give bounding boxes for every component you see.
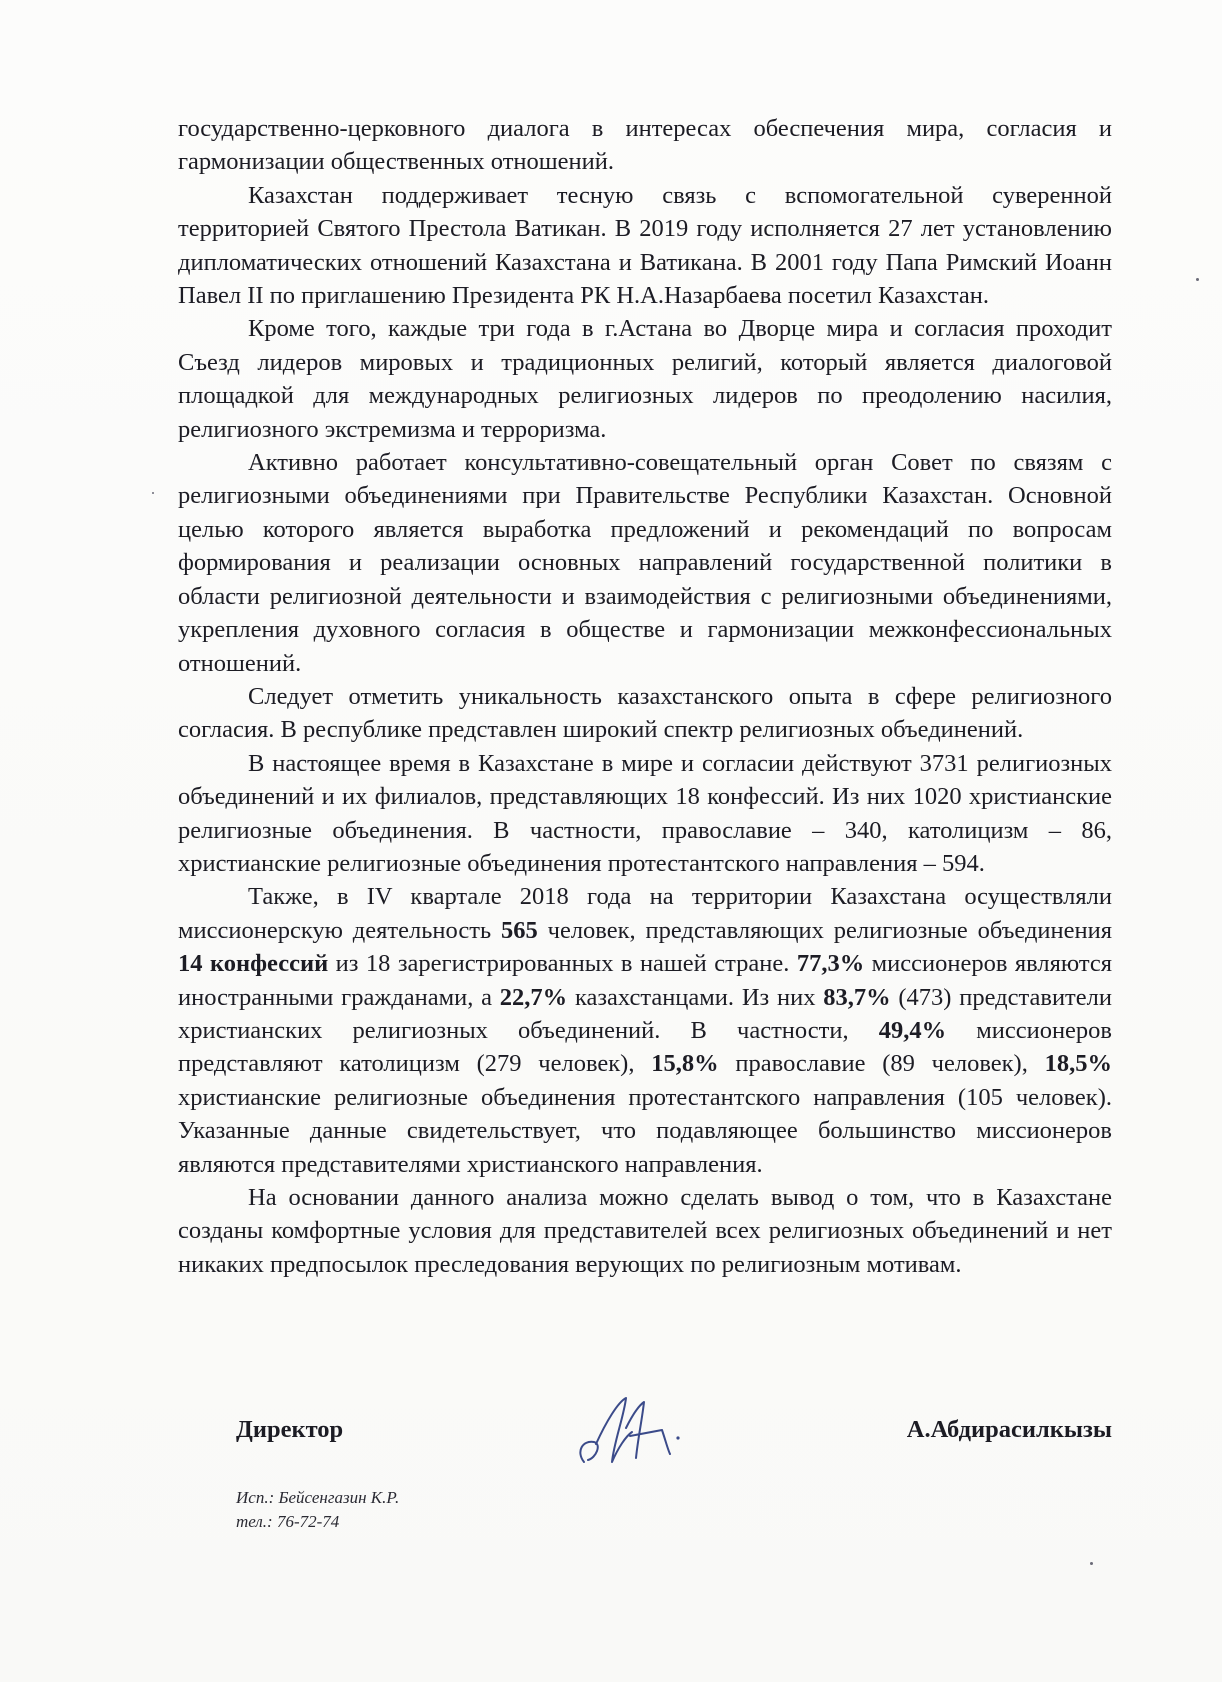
paragraph-text: миссионеров представляют католицизм (279 человек), [178, 1016, 1113, 1078]
executor-name: Исп.: Бейсенгазин К.Р. [236, 1488, 400, 1507]
paragraph-text: На основании данного анализа можно сделать вывод о том, что в Казахстане созданы комфортные условия для представителей всех религиозных объединений и нет никаких предпосылок преследования верующих по религиозным мотивам. [178, 1184, 1112, 1278]
paragraph-text: человек, представляющих религиозные объединения [537, 916, 1112, 944]
paragraph [178, 747, 1112, 881]
paragraph-text: Казахстан поддерживает тесную связь с вспомогательной суверенной территорией Святого Престола Ватикан. В 2019 году исполняется 27 лет установлению дипломатических отношений Казахстана и Ватикана. В 2001 году Папа Римский Иоанн Павел II по приглашению Президента РК Н.А.Назарбаева посетил Казахстан. [178, 181, 1112, 310]
handwritten-signature [566, 1392, 696, 1472]
executor-phone: тел.: 76-72-74 [236, 1512, 340, 1531]
signatory-title: Директор [236, 1416, 344, 1443]
bold-figure: 18,5% [1044, 1050, 1113, 1078]
paragraph-text: православие (89 человек), [718, 1050, 1045, 1078]
paragraph [178, 446, 1112, 680]
paragraph [178, 680, 1112, 747]
bold-figure: 565 [501, 916, 538, 944]
paragraph-text: Активно работает консультативно-совещательный орган Совет по связям с религиозными объединениями при Правительстве Республики Казахстан. Основной целью которого является выработка предложений и рекомендаций по вопросам формирования и реализации основных направлений государственной политики в области религиозной деятельности и взаимодействия с религиозными объединениями, укрепления духовного согласия в обществе и гармонизации межконфессиональных отношений. [178, 449, 1112, 677]
paragraph-text: В настоящее время в Казахстане в мире и согласии действуют 3731 религиозных объединений и их филиалов, представляющих 18 конфессий. Из них 1020 христианские религиозные объединения. В частности, православие – 340, католицизм – 86, христианские религиозные объединения протестантского направления – 594. [178, 749, 1112, 877]
paragraph [178, 112, 1112, 179]
executor-info [236, 1486, 399, 1534]
bold-figure: 14 конфессий [178, 950, 329, 978]
paragraph [178, 1181, 1112, 1281]
paragraph [178, 880, 1112, 1181]
scan-speck [1196, 278, 1199, 281]
signatory-name: А.Абдирасилкызы [906, 1416, 1112, 1443]
bold-figure: 83,7% [823, 983, 891, 1011]
paragraph-text: миссионеров являются иностранными гражданами, а [178, 950, 1113, 1011]
scan-speck [1090, 1562, 1093, 1565]
paragraph-text: (473) представители христианских религиозных объединений. В частности, [178, 983, 1112, 1044]
document-body [178, 112, 1112, 1281]
paragraph [178, 312, 1112, 446]
paragraph-text: государственно-церковного диалога в интересах обеспечения мира, согласия и гармонизации общественных отношений. [178, 115, 1112, 176]
paragraph [178, 179, 1112, 313]
bold-figure: 49,4% [878, 1016, 947, 1044]
paragraph-text: Кроме того, каждые три года в г.Астана во Дворце мира и согласия проходит Съезд лидеров мировых и традиционных религий, который является диалоговой площадкой для международных религиозных лидеров по преодолению насилия, религиозного экстремизма и терроризма. [178, 315, 1112, 443]
paragraph-text: казахстанцами. Из них [567, 983, 824, 1011]
paragraph-text: Следует отметить уникальность казахстанского опыта в сфере религиозного согласия. В республике представлен широкий спектр религиозных объединений. [178, 682, 1112, 744]
paragraph-text: из 18 зарегистрированных в нашей стране. [328, 950, 797, 978]
bold-figure: 77,3% [796, 950, 865, 978]
scan-speck [152, 492, 154, 494]
bold-figure: 15,8% [651, 1050, 719, 1078]
paragraph-text: Также, в IV квартале 2018 года на территории Казахстана осуществляли миссионерскую деятельность [178, 883, 1112, 944]
signature-block [236, 1410, 1112, 1470]
paragraph-text: христианские религиозные объединения протестантского направления (105 человек). Указанные данные свидетельствует, что подавляющее большинство миссионеров являются представителями христианского направления. [178, 1083, 1112, 1178]
bold-figure: 22,7% [499, 983, 568, 1011]
